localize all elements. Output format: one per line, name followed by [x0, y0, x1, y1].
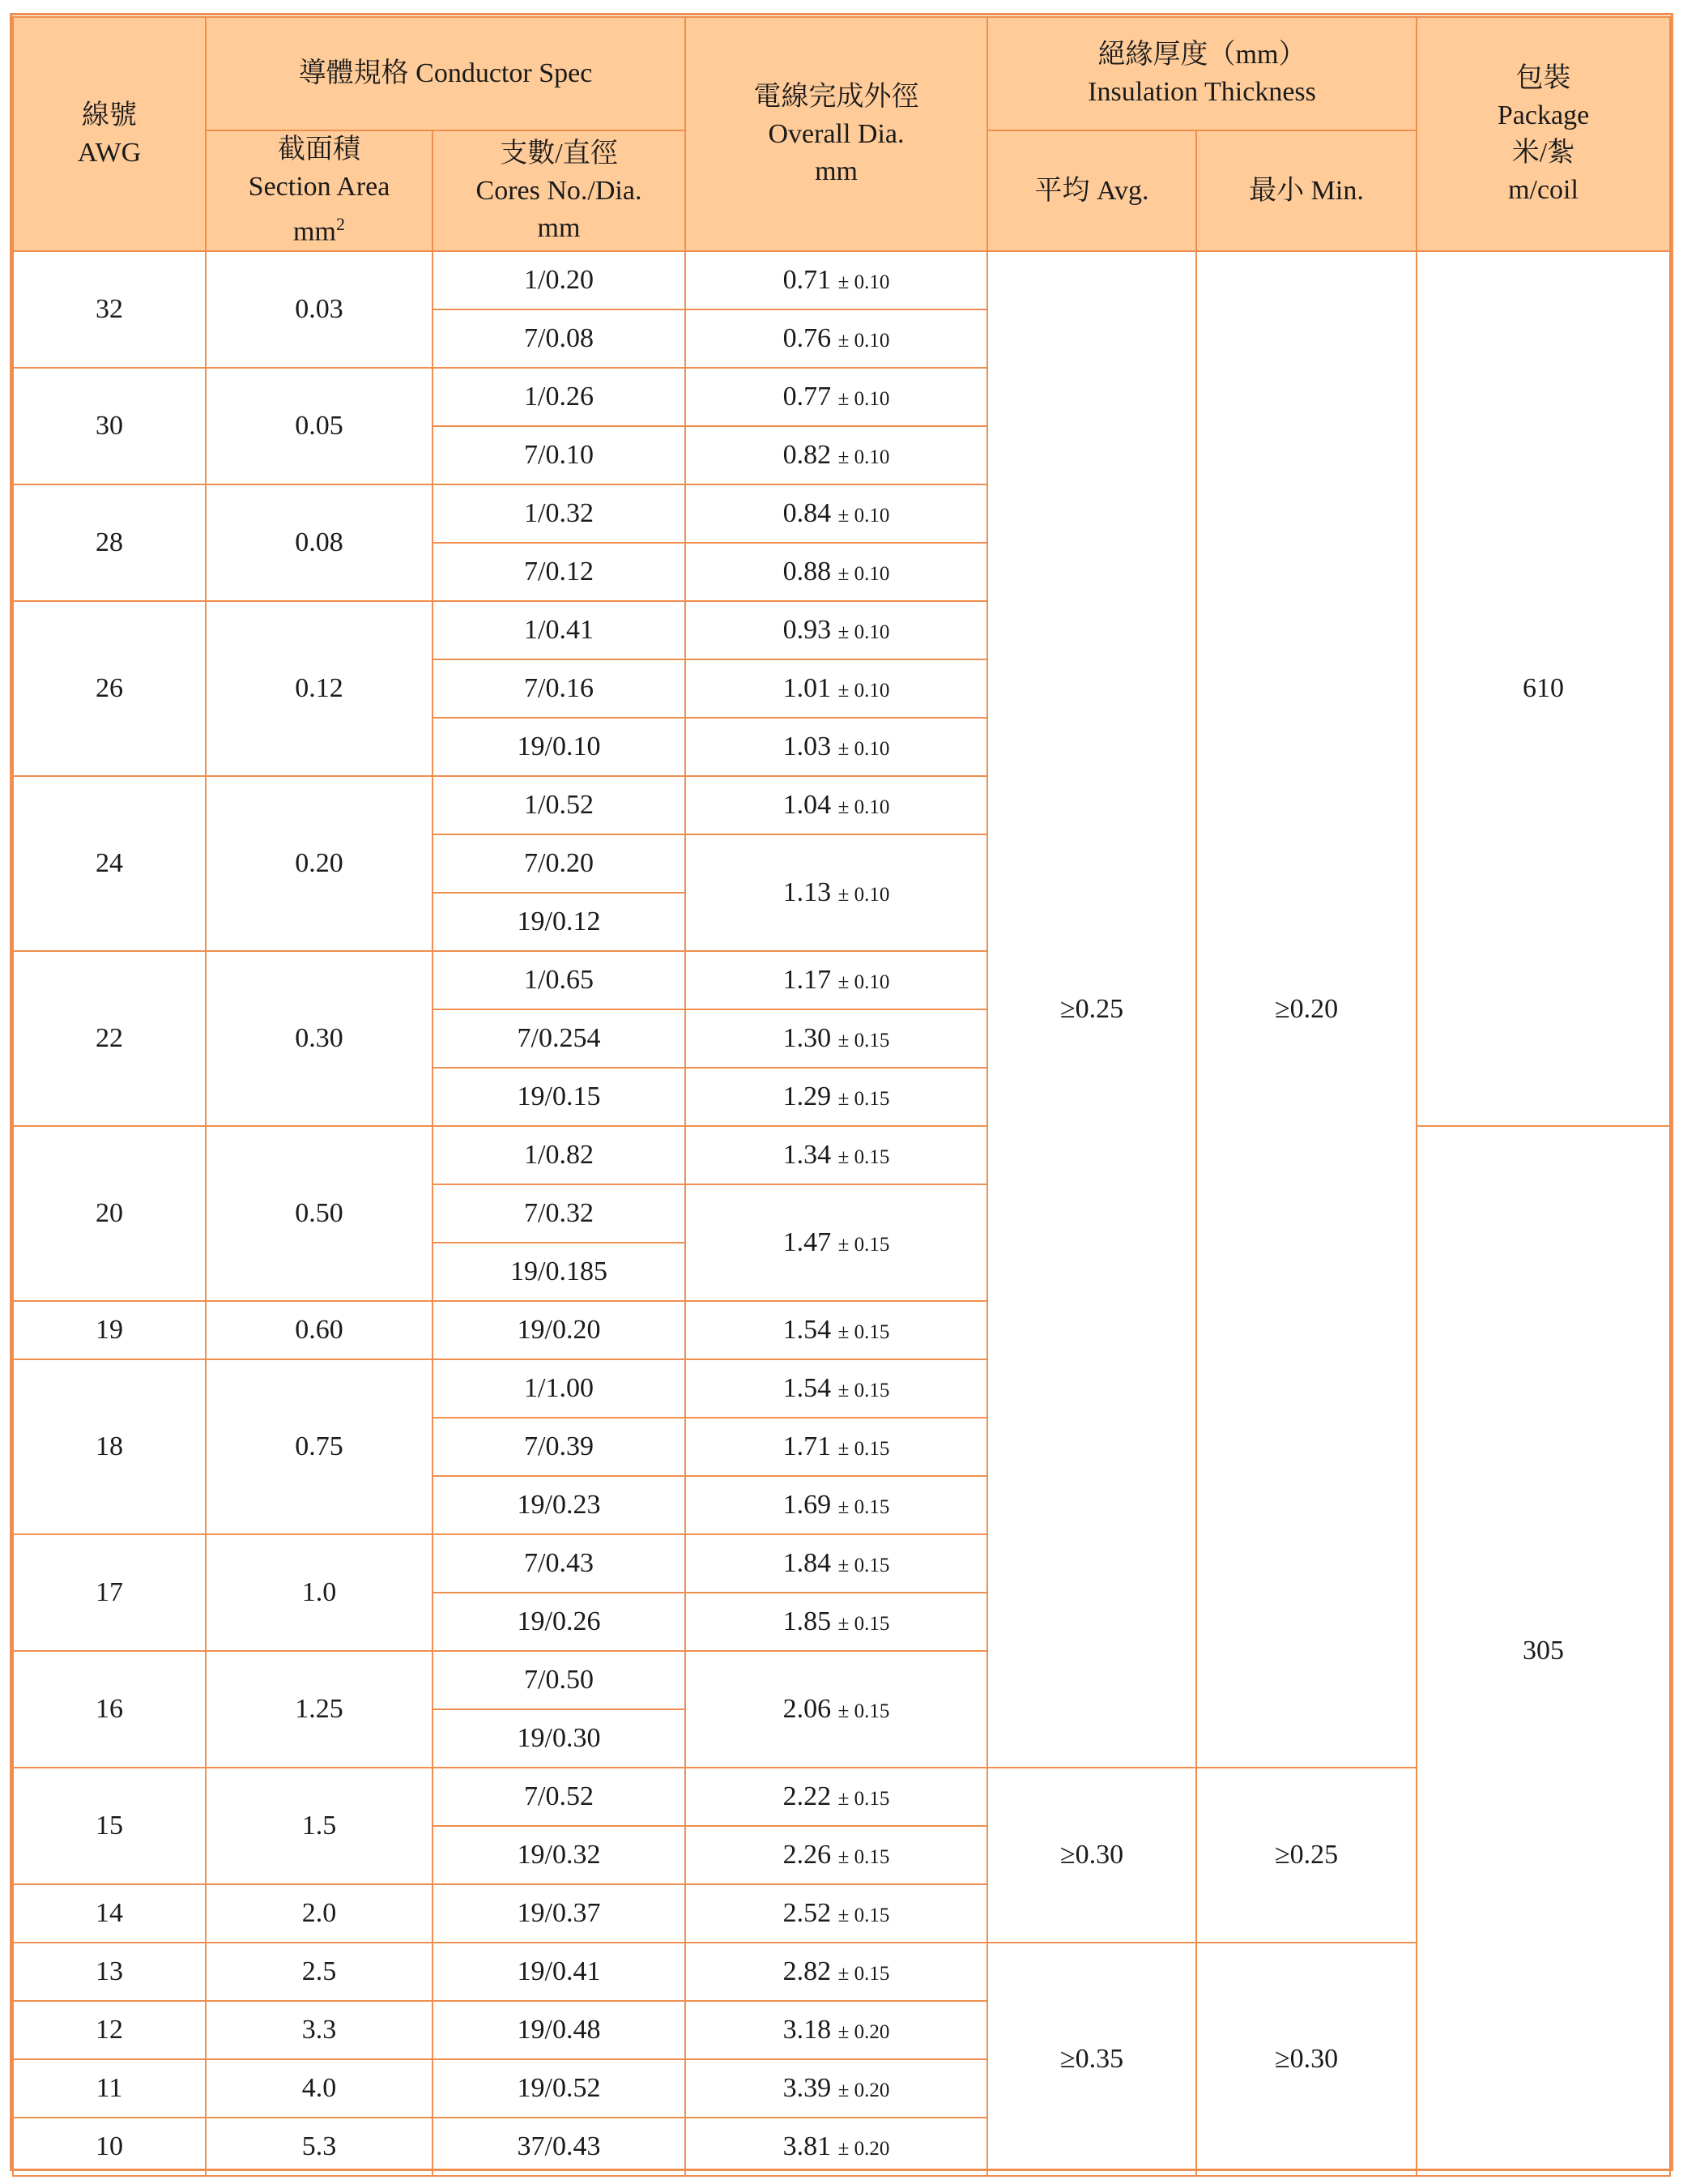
cores-cell: 1/0.20: [432, 251, 685, 309]
insulation-avg-cell: ≥0.35: [987, 1943, 1196, 2176]
awg-cell: 13: [13, 1943, 206, 2001]
dia-value: 3.81: [782, 2131, 832, 2162]
dia-tolerance: ± 0.10: [837, 884, 890, 906]
cores-cell: 7/0.52: [432, 1768, 685, 1826]
cores-cell: 7/0.254: [432, 1009, 685, 1068]
dia-value: 0.71: [782, 265, 832, 296]
cores-cell: 19/0.52: [432, 2059, 685, 2118]
section-area-cell: 0.30: [206, 951, 432, 1126]
section-area-header: [206, 130, 432, 251]
cores-cell: 1/0.26: [432, 368, 685, 426]
cores-cell: 19/0.30: [432, 1709, 685, 1768]
overall-dia-cell: [685, 1068, 987, 1126]
cores-cell: 19/0.37: [432, 1884, 685, 1943]
dia-tolerance: ± 0.15: [837, 1788, 890, 1811]
dia-value: 1.03: [782, 732, 832, 762]
cores-header: [432, 130, 685, 251]
awg-cell: 10: [13, 2118, 206, 2176]
awg-cell: 20: [13, 1126, 206, 1301]
dia-tolerance: ± 0.15: [837, 1496, 890, 1519]
cores-header-unit: mm: [537, 212, 581, 243]
dia-tolerance: ± 0.20: [837, 2021, 890, 2044]
dia-value: 1.54: [782, 1315, 832, 1346]
overall-dia-cell: [685, 834, 987, 951]
dia-value: 0.93: [782, 615, 832, 646]
cores-cell: 19/0.32: [432, 1826, 685, 1884]
dia-tolerance: ± 0.10: [837, 271, 890, 294]
dia-value: 2.06: [782, 1694, 832, 1725]
insulation-header-zh: 絕緣厚度（mm）: [1097, 40, 1306, 70]
cores-cell: 7/0.50: [432, 1651, 685, 1709]
dia-tolerance: ± 0.15: [837, 1321, 890, 1344]
insulation-min-cell: ≥0.30: [1196, 1943, 1417, 2176]
awg-cell: 15: [13, 1768, 206, 1884]
insulation-header: [987, 17, 1417, 130]
cores-cell: 1/0.52: [432, 776, 685, 834]
dia-tolerance: ± 0.20: [837, 2079, 890, 2102]
overall-dia-cell: [685, 1593, 987, 1651]
dia-tolerance: ± 0.15: [837, 1846, 890, 1869]
table-body: [13, 251, 1670, 2176]
overall-dia-cell: [685, 1534, 987, 1593]
cores-cell: 19/0.26: [432, 1593, 685, 1651]
cores-cell: 19/0.48: [432, 2001, 685, 2059]
cores-cell: 7/0.10: [432, 426, 685, 484]
package-header-en: Package: [1497, 100, 1590, 130]
insulation-min-cell: ≥0.25: [1196, 1768, 1417, 1943]
dia-value: 1.69: [782, 1490, 832, 1521]
section-area-cell: 2.5: [206, 1943, 432, 2001]
section-area-cell: 0.20: [206, 776, 432, 951]
overall-dia-cell: [685, 309, 987, 368]
awg-cell: 18: [13, 1359, 206, 1534]
insulation-avg-cell: ≥0.30: [987, 1768, 1196, 1943]
section-area-cell: 0.05: [206, 368, 432, 484]
insulation-min-cell: ≥0.20: [1196, 251, 1417, 1768]
cores-cell: 7/0.39: [432, 1418, 685, 1476]
cores-cell: 19/0.20: [432, 1301, 685, 1359]
package-header-unit: m/coil: [1508, 174, 1579, 205]
section-area-unit: mm: [293, 216, 336, 247]
cores-cell: 19/0.10: [432, 718, 685, 776]
dia-value: 1.71: [782, 1431, 832, 1462]
awg-cell: 24: [13, 776, 206, 951]
dia-value: 0.84: [782, 498, 832, 529]
overall-dia-header-en: Overall Dia.: [768, 118, 905, 149]
dia-value: 1.54: [782, 1373, 832, 1404]
package-cell: 610: [1417, 251, 1670, 1126]
dia-value: 0.76: [782, 323, 832, 354]
section-area-header-en: Section Area: [248, 172, 390, 202]
awg-cell: 16: [13, 1651, 206, 1768]
section-area-unit-sup: 2: [335, 214, 345, 234]
section-area-cell: 2.0: [206, 1884, 432, 1943]
overall-dia-cell: [685, 1359, 987, 1418]
cores-cell: 1/0.41: [432, 601, 685, 659]
package-header-zh: 包裝: [1515, 62, 1571, 93]
awg-cell: 14: [13, 1884, 206, 1943]
section-area-cell: 0.75: [206, 1359, 432, 1534]
dia-tolerance: ± 0.10: [837, 738, 890, 761]
overall-dia-cell: [685, 1184, 987, 1301]
dia-tolerance: ± 0.10: [837, 621, 890, 644]
package-header-zh2: 米/紮: [1511, 137, 1575, 168]
dia-tolerance: ± 0.10: [837, 563, 890, 586]
awg-cell: 22: [13, 951, 206, 1126]
dia-tolerance: ± 0.10: [837, 796, 890, 819]
dia-tolerance: ± 0.15: [837, 1088, 890, 1111]
table-header: [13, 17, 1670, 251]
dia-value: 1.84: [782, 1548, 832, 1579]
overall-dia-header-zh: 電線完成外徑: [753, 81, 919, 112]
dia-value: 2.22: [782, 1781, 832, 1812]
dia-value: 3.18: [782, 2015, 832, 2045]
cores-cell: 7/0.08: [432, 309, 685, 368]
overall-dia-header: [685, 17, 987, 251]
overall-dia-cell: [685, 251, 987, 309]
dia-value: 0.88: [782, 557, 832, 587]
overall-dia-cell: [685, 1884, 987, 1943]
section-area-cell: 1.5: [206, 1768, 432, 1884]
section-area-cell: 0.03: [206, 251, 432, 368]
min-header: 最小 Min.: [1196, 130, 1417, 251]
cores-cell: 7/0.43: [432, 1534, 685, 1593]
dia-value: 1.30: [782, 1023, 832, 1054]
dia-tolerance: ± 0.15: [837, 1700, 890, 1723]
awg-cell: 17: [13, 1534, 206, 1651]
awg-cell: 30: [13, 368, 206, 484]
table-row: [13, 1126, 1670, 1184]
dia-value: 0.77: [782, 382, 832, 412]
dia-tolerance: ± 0.10: [837, 505, 890, 527]
insulation-avg-cell: ≥0.25: [987, 251, 1196, 1768]
cores-header-en: Cores No./Dia.: [475, 175, 642, 206]
dia-tolerance: ± 0.15: [837, 1613, 890, 1636]
cores-cell: 7/0.16: [432, 659, 685, 718]
overall-dia-cell: [685, 1476, 987, 1534]
overall-dia-cell: [685, 2059, 987, 2118]
dia-value: 1.17: [782, 965, 832, 996]
overall-dia-cell: [685, 776, 987, 834]
cores-cell: 19/0.41: [432, 1943, 685, 2001]
overall-dia-cell: [685, 426, 987, 484]
awg-spec-table: [12, 16, 1671, 2177]
package-cell: 305: [1417, 1126, 1670, 2176]
cores-cell: 37/0.43: [432, 2118, 685, 2176]
section-area-cell: 0.50: [206, 1126, 432, 1301]
dia-value: 0.82: [782, 440, 832, 471]
insulation-header-en: Insulation Thickness: [1088, 77, 1316, 107]
overall-dia-cell: [685, 1126, 987, 1184]
awg-header: [13, 17, 206, 251]
dia-tolerance: ± 0.15: [837, 1030, 890, 1052]
section-area-cell: 3.3: [206, 2001, 432, 2059]
dia-value: 1.34: [782, 1140, 832, 1171]
dia-value: 1.04: [782, 790, 832, 821]
dia-value: 2.82: [782, 1956, 832, 1987]
dia-tolerance: ± 0.15: [837, 1438, 890, 1461]
dia-value: 1.01: [782, 673, 832, 704]
awg-cell: 32: [13, 251, 206, 368]
dia-value: 2.52: [782, 1898, 832, 1929]
overall-dia-cell: [685, 2001, 987, 2059]
overall-dia-cell: [685, 543, 987, 601]
cores-header-zh: 支數/直徑: [500, 138, 618, 168]
section-area-cell: 1.0: [206, 1534, 432, 1651]
section-area-cell: 0.08: [206, 484, 432, 601]
cores-cell: 19/0.23: [432, 1476, 685, 1534]
awg-header-en: AWG: [77, 137, 142, 168]
overall-dia-cell: [685, 1826, 987, 1884]
dia-tolerance: ± 0.10: [837, 971, 890, 994]
dia-tolerance: ± 0.20: [837, 2138, 890, 2161]
avg-header: 平均 Avg.: [987, 130, 1196, 251]
dia-tolerance: ± 0.10: [837, 388, 890, 411]
dia-tolerance: ± 0.10: [837, 680, 890, 702]
cores-cell: 1/0.32: [432, 484, 685, 543]
overall-dia-cell: [685, 1009, 987, 1068]
section-area-cell: 5.3: [206, 2118, 432, 2176]
cores-cell: 19/0.185: [432, 1243, 685, 1301]
cores-cell: 7/0.32: [432, 1184, 685, 1243]
dia-value: 1.85: [782, 1606, 832, 1637]
section-area-cell: 4.0: [206, 2059, 432, 2118]
cores-cell: 19/0.15: [432, 1068, 685, 1126]
overall-dia-cell: [685, 659, 987, 718]
awg-cell: 19: [13, 1301, 206, 1359]
overall-dia-cell: [685, 1418, 987, 1476]
cores-cell: 1/1.00: [432, 1359, 685, 1418]
dia-tolerance: ± 0.15: [837, 1963, 890, 1986]
awg-cell: 11: [13, 2059, 206, 2118]
section-area-cell: 1.25: [206, 1651, 432, 1768]
section-area-cell: 0.12: [206, 601, 432, 776]
dia-value: 1.29: [782, 1081, 832, 1112]
overall-dia-cell: [685, 2118, 987, 2176]
conductor-spec-header: 導體規格 Conductor Spec: [206, 17, 685, 130]
section-area-header-zh: 截面積: [278, 134, 360, 164]
overall-dia-cell: [685, 1768, 987, 1826]
overall-dia-cell: [685, 951, 987, 1009]
overall-dia-cell: [685, 484, 987, 543]
dia-tolerance: ± 0.15: [837, 1905, 890, 1927]
dia-tolerance: ± 0.15: [837, 1234, 890, 1256]
dia-value: 1.47: [782, 1227, 832, 1258]
awg-cell: 28: [13, 484, 206, 601]
awg-cell: 26: [13, 601, 206, 776]
awg-header-zh: 線號: [82, 100, 137, 130]
overall-dia-header-unit: mm: [815, 156, 858, 186]
dia-value: 1.13: [782, 877, 832, 908]
cores-cell: 7/0.20: [432, 834, 685, 893]
section-area-cell: 0.60: [206, 1301, 432, 1359]
overall-dia-cell: [685, 1943, 987, 2001]
dia-tolerance: ± 0.15: [837, 1555, 890, 1577]
overall-dia-cell: [685, 368, 987, 426]
package-header: [1417, 17, 1670, 251]
overall-dia-cell: [685, 601, 987, 659]
section-area-header-unit: [207, 206, 432, 250]
cores-cell: 1/0.82: [432, 1126, 685, 1184]
dia-tolerance: ± 0.15: [837, 1146, 890, 1169]
overall-dia-cell: [685, 1301, 987, 1359]
cores-cell: 1/0.65: [432, 951, 685, 1009]
table-row: [13, 251, 1670, 309]
dia-tolerance: ± 0.10: [837, 330, 890, 352]
cores-cell: 7/0.12: [432, 543, 685, 601]
dia-value: 3.39: [782, 2073, 832, 2104]
dia-tolerance: ± 0.15: [837, 1380, 890, 1402]
dia-tolerance: ± 0.10: [837, 446, 890, 469]
awg-cell: 12: [13, 2001, 206, 2059]
dia-value: 2.26: [782, 1840, 832, 1870]
overall-dia-cell: [685, 718, 987, 776]
cores-cell: 19/0.12: [432, 893, 685, 951]
overall-dia-cell: [685, 1651, 987, 1768]
